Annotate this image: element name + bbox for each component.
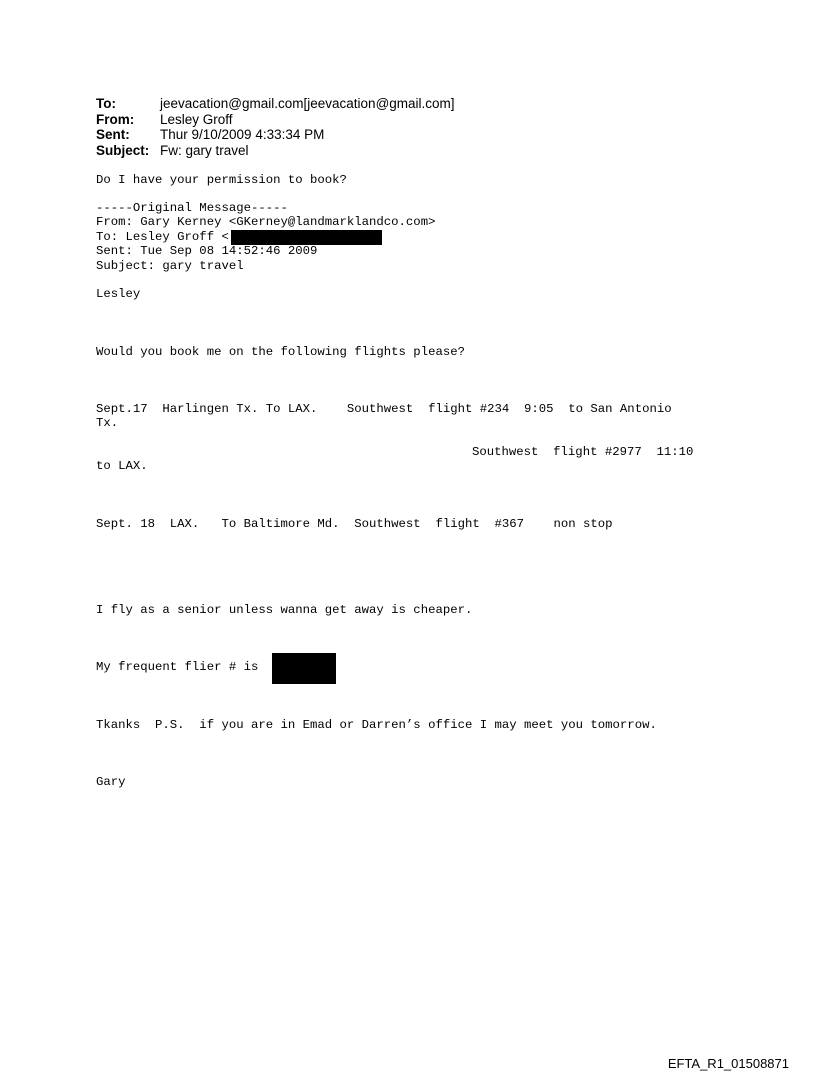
sent-row xyxy=(96,127,455,143)
document-id: EFTA_R1_01508871 xyxy=(667,1056,789,1071)
flight-2-line-1: Southwest flight #2977 11:10 xyxy=(472,445,694,459)
from-value: Lesley Groff xyxy=(160,111,233,127)
flight-1-line-2: Tx. xyxy=(96,416,119,430)
original-message-divider: -----Original Message----- xyxy=(96,201,288,215)
redaction-block xyxy=(231,230,382,245)
subject-label: Subject: xyxy=(96,142,150,158)
signature: Gary xyxy=(96,775,126,789)
email-header xyxy=(96,96,455,158)
original-sent: Sent: Tue Sep 08 14:52:46 2009 xyxy=(96,244,318,258)
sent-label: Sent: xyxy=(96,127,130,142)
original-from: From: Gary Kerney <GKerney@landmarklandco.com> xyxy=(96,215,436,229)
to-label: To: xyxy=(96,96,116,111)
original-subject: Subject: gary travel xyxy=(96,259,244,273)
flight-2-line-2: to LAX. xyxy=(96,459,148,473)
sent-value: Thur 9/10/2009 4:33:34 PM xyxy=(160,127,325,142)
from-row xyxy=(96,112,455,128)
subject-value: Fw: gary travel xyxy=(160,142,249,158)
senior-note: I fly as a senior unless wanna get away is cheaper. xyxy=(96,603,473,617)
frequent-flier-redaction xyxy=(272,653,336,684)
frequent-flier-line: My frequent flier # is xyxy=(96,660,259,674)
permission-question: Do I have your permission to book? xyxy=(96,173,347,187)
booking-request: Would you book me on the following flights please? xyxy=(96,345,465,359)
greeting: Lesley xyxy=(96,287,141,301)
to-row xyxy=(96,96,455,112)
flight-1-line-1: Sept.17 Harlingen Tx. To LAX. Southwest flight #234 9:05 to San Antonio xyxy=(96,402,672,416)
from-label: From: xyxy=(96,111,135,127)
subject-row xyxy=(96,143,455,159)
original-to: To: Lesley Groff < xyxy=(96,230,229,244)
flight-3: Sept. 18 LAX. To Baltimore Md. Southwest flight #367 non stop xyxy=(96,517,613,531)
thanks-line: Tkanks P.S. if you are in Emad or Darren’s office I may meet you tomorrow. xyxy=(96,718,657,732)
to-value: jeevacation@gmail.com[jeevacation@gmail.com] xyxy=(160,96,455,111)
